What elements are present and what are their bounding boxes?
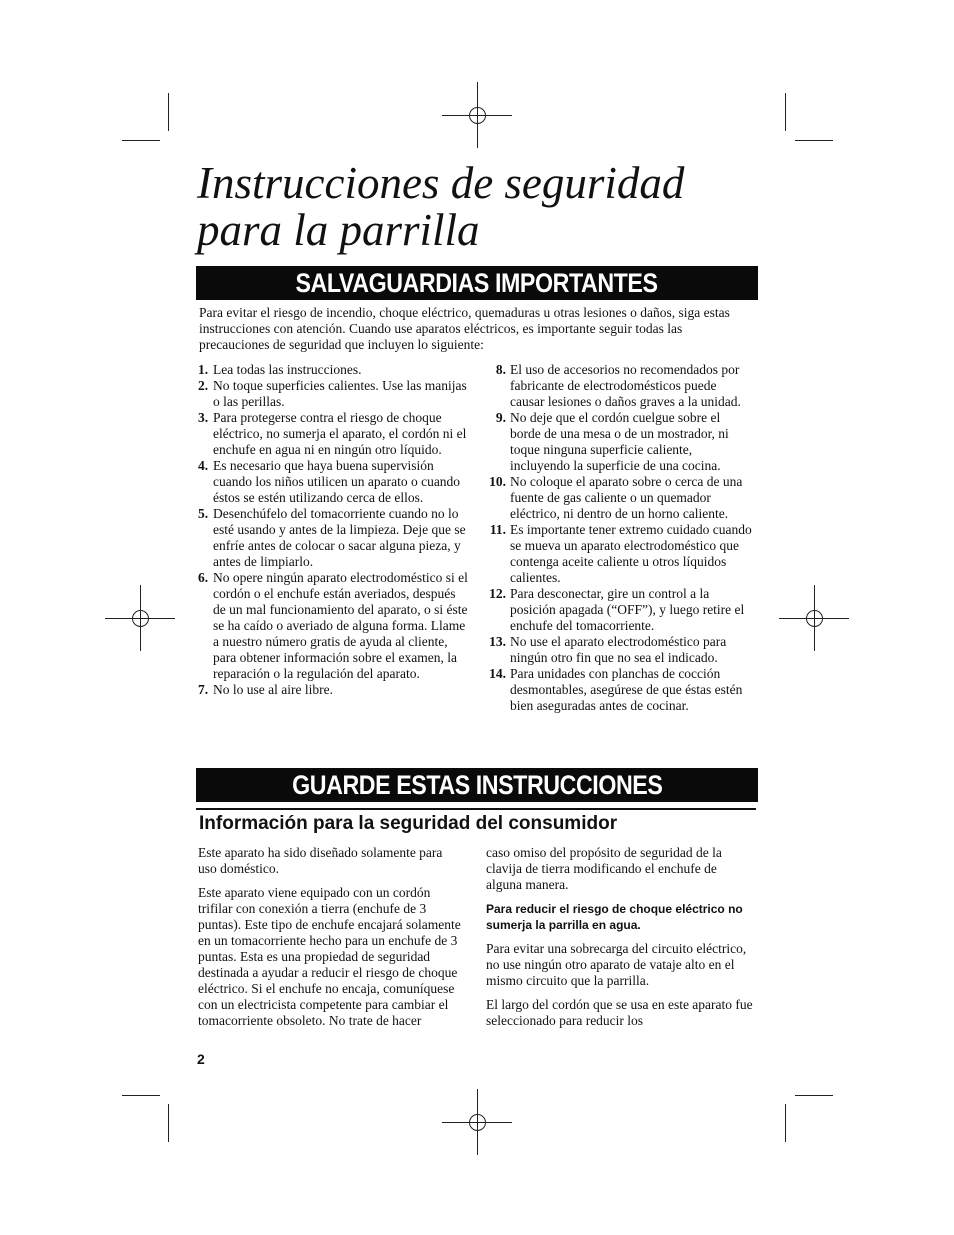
- list-item: 2. No toque superficies calientes. Use las manijas o las perillas.: [198, 378, 467, 409]
- consumer-paragraph: Para evitar una sobrecarga del circuito eléctrico, no use ningún otro aparato de vataje alto en el mismo circuito que la parrilla.: [486, 941, 747, 988]
- registration-mark-icon: [464, 1109, 490, 1135]
- crop-mark: [122, 140, 160, 141]
- crop-mark: [795, 1095, 833, 1096]
- list-item: 14. Para unidades con planchas de cocción desmontables, asegúrese de que éstas estén bien aseguradas antes de cocinar.: [489, 666, 743, 713]
- title-line-1: Instrucciones de seguridad: [197, 158, 685, 208]
- list-item: 4. Es necesario que haya buena supervisión cuando los niños utilicen un aparato o cuando éstos se estén utilizando cerca de ellos.: [198, 458, 461, 505]
- list-item: 9. No deje que el cordón cuelgue sobre el borde de una mesa o de un mostrador, ni toque ninguna superficie caliente, incluyendo la superficie de una cocina.: [495, 410, 729, 473]
- consumer-warning: Para reducir el riesgo de choque eléctrico no sumerja la parrilla en agua.: [486, 902, 743, 932]
- crop-mark: [168, 1104, 169, 1142]
- list-item: 12. Para desconectar, gire un control a la posición apagada (“OFF”), y luego retire el enchufe del tomacorriente.: [489, 586, 745, 633]
- registration-mark-icon: [801, 605, 827, 631]
- list-item: 5. Desenchúfelo del tomacorriente cuando no lo esté usando y antes de la limpieza. Deje que se enfríe antes de colocar o sacar alguna pieza, y antes de limpiarlo.: [198, 506, 466, 569]
- crop-mark: [795, 140, 833, 141]
- consumer-paragraph: El largo del cordón que se usa en este aparato fue seleccionado para reducir los: [486, 997, 753, 1028]
- banner-safeguards: [196, 266, 758, 300]
- banner-safeguards-text: SALVAGUARDIAS IMPORTANTES: [295, 268, 659, 298]
- registration-mark-icon: [464, 102, 490, 128]
- list-item: 3. Para protegerse contra el riesgo de choque eléctrico, no sumerja el aparato, el cordón ni el enchufe en agua ni en ningún otro líquido.: [198, 410, 467, 457]
- list-item: 6. No opere ningún aparato electrodoméstico si el cordón o el enchufe están averiados, después de un mal funcionamiento del aparato, o si éste se ha caído o averiado de alguna forma. Llame a nuestro número gratis de ayuda al cliente, para obtener información sobre el examen, la reparación o la regulación del aparato.: [198, 570, 468, 681]
- banner-save-instructions-text: GUARDE ESTAS INSTRUCCIONES: [291, 770, 663, 800]
- crop-mark: [168, 93, 169, 131]
- page-number: 2: [197, 1051, 205, 1067]
- list-item: 13. No use el aparato electrodoméstico para ningún otro fin que no sea el indicado.: [489, 634, 727, 665]
- crop-mark: [785, 1104, 786, 1142]
- banner-save-instructions: [196, 768, 758, 802]
- safeguards-left-column: [198, 362, 470, 698]
- list-item: 11. Es importante tener extremo cuidado cuando se mueva un aparato electrodoméstico que contenga aceite caliente u otros líquidos calientes.: [489, 522, 752, 585]
- consumer-paragraph: Este aparato ha sido diseñado solamente para uso doméstico.: [198, 845, 443, 876]
- list-item: 8. El uso de accesorios no recomendados por fabricante de electrodomésticos puede causar lesiones o daños graves a la unidad.: [495, 362, 741, 409]
- list-item: 7. No lo use al aire libre.: [198, 682, 333, 697]
- registration-mark-icon: [127, 605, 153, 631]
- consumer-paragraph: caso omiso del propósito de seguridad de la clavija de tierra modificando el enchufe de alguna manera.: [486, 845, 722, 892]
- safeguards-right-column: [486, 362, 754, 714]
- title-line-2: para la parrilla: [197, 205, 480, 255]
- page-title: [197, 160, 757, 254]
- consumer-right-column: [486, 845, 754, 1037]
- list-item: 1. Lea todas las instrucciones.: [198, 362, 362, 377]
- list-item: 10. No coloque el aparato sobre o cerca de una fuente de gas caliente o un quemador eléctrico, ni dentro de un horno caliente.: [489, 474, 743, 521]
- crop-mark: [785, 93, 786, 131]
- consumer-section-heading: Información para la seguridad del consumidor: [199, 813, 618, 834]
- crop-mark: [122, 1095, 160, 1096]
- section-divider: [196, 808, 756, 810]
- consumer-paragraph: Este aparato viene equipado con un cordón trifilar con conexión a tierra (enchufe de 3 puntas). Este tipo de enchufe encajará solamente en un tomacorriente hecho para un enchufe de 3 puntas. Esta es una propiedad de seguridad destinada a ayudar a reducir el riesgo de choque eléctrico. Si el enchufe no encaja, comuníquese con un electricista competente para cambiar el tomacorriente obsoleto. No trate de hacer: [198, 885, 461, 1028]
- intro-paragraph: Para evitar el riesgo de incendio, choque eléctrico, quemaduras u otras lesiones o daños, siga estas instrucciones con atención. Cuando use aparatos eléctricos, es importante seguir todas las precauciones de seguridad que incluyen lo siguiente:: [199, 305, 730, 352]
- consumer-left-column: [198, 845, 464, 1037]
